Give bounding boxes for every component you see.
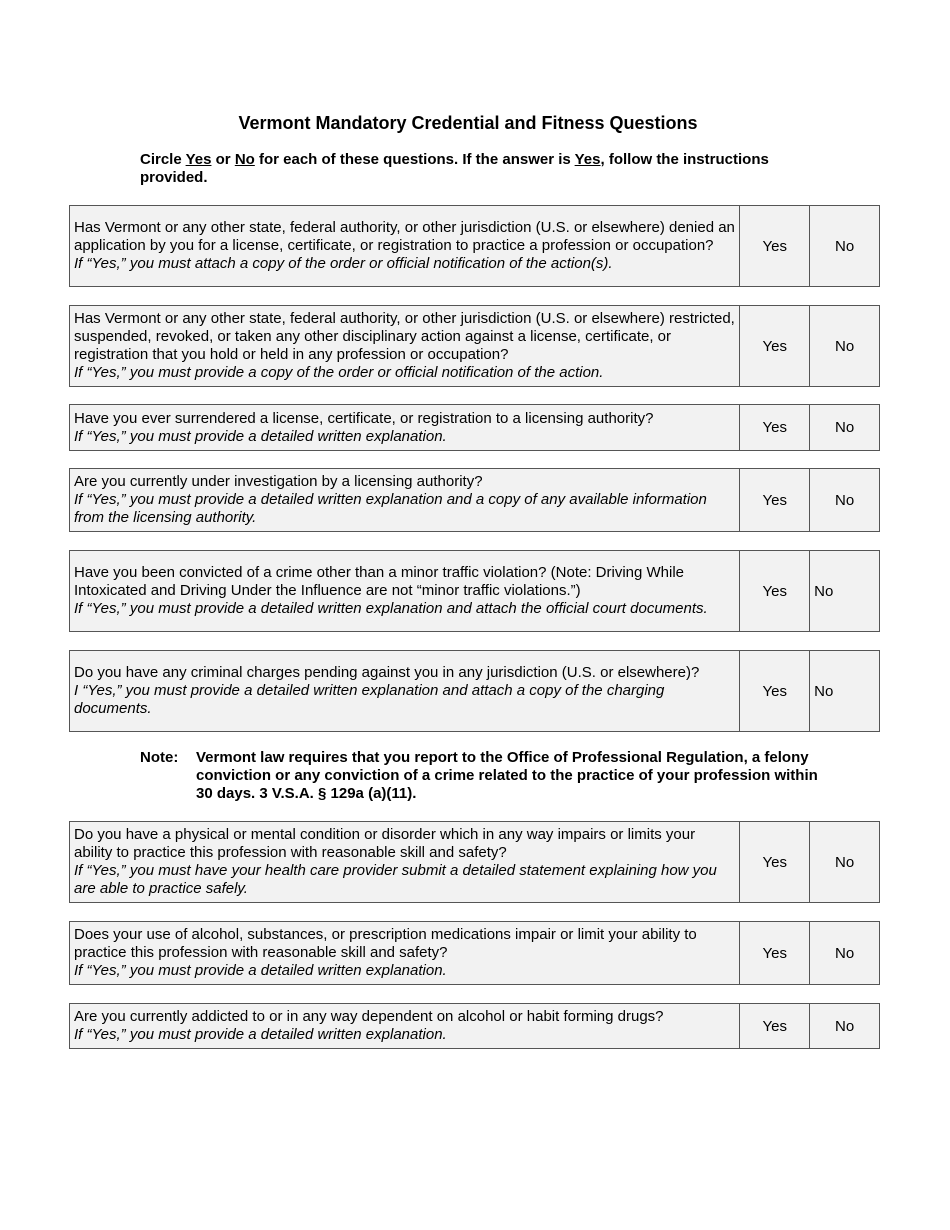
no-option[interactable]: No — [809, 469, 879, 531]
question-text-cell — [70, 469, 739, 531]
question-text-cell — [70, 551, 739, 631]
question-disciplinary-action — [69, 305, 880, 387]
question-text: Has Vermont or any other state, federal authority, or other jurisdiction (U.S. or elsewhere) restricted, suspended, revoked, or taken any other disciplinary action against a license, certificate, or registration that you hold or held in any profession or occupation? — [74, 310, 735, 363]
question-instruction: If “Yes,” you must provide a detailed written explanation and a copy of any available information from the licensing authority. — [74, 491, 707, 526]
note-label: Note: — [140, 749, 179, 766]
instructions-text: Circle — [140, 151, 186, 168]
instructions-no: No — [234, 151, 255, 168]
question-text: Has Vermont or any other state, federal authority, or other jurisdiction (U.S. or elsewhere) denied an application by you for a license, certificate, or registration to practice a profession or occupation? — [74, 219, 735, 254]
yes-option[interactable]: Yes — [739, 551, 809, 631]
question-text: Does your use of alcohol, substances, or prescription medications impair or limit your ability to practice this profession with reasonable skill and safety? — [74, 926, 697, 961]
no-option[interactable]: No — [809, 405, 879, 450]
no-option[interactable]: No — [809, 822, 879, 902]
question-instruction: If “Yes,” you must provide a detailed written explanation and attach the official court documents. — [74, 600, 708, 617]
instructions-text: or — [211, 151, 235, 168]
question-text-cell — [70, 922, 739, 984]
yes-option[interactable]: Yes — [739, 651, 809, 731]
no-option[interactable]: No — [809, 651, 879, 731]
no-option[interactable]: No — [809, 306, 879, 386]
question-instruction: If “Yes,” you must provide a detailed written explanation. — [74, 962, 447, 979]
question-instruction: If “Yes,” you must have your health care provider submit a detailed statement explaining how you are able to practice safely. — [74, 862, 717, 897]
question-pending-charges — [69, 650, 880, 732]
note-text: Vermont law requires that you report to the Office of Professional Regulation, a felony conviction or any conviction of a crime related to the practice of your profession within 30 days. 3 V.S.A. § 129a (a)(11). — [196, 749, 818, 802]
question-text-cell — [70, 651, 739, 731]
question-text-cell — [70, 1004, 739, 1048]
question-addiction — [69, 1003, 880, 1049]
instructions-text: follow the instructions provided. — [140, 151, 769, 186]
question-under-investigation — [69, 468, 880, 532]
instructions-yes: Yes, — [574, 151, 605, 168]
question-text: Have you ever surrendered a license, certificate, or registration to a licensing authority? — [74, 409, 654, 427]
question-crime-conviction — [69, 550, 880, 632]
yes-option[interactable]: Yes — [739, 469, 809, 531]
question-surrendered-license — [69, 404, 880, 451]
question-text: Do you have any criminal charges pending against you in any jurisdiction (U.S. or elsewhere)? — [74, 664, 700, 681]
question-instruction: If “Yes,” you must attach a copy of the order or official notification of the action(s). — [74, 255, 613, 272]
instructions — [140, 151, 820, 187]
question-instruction: I “Yes,” you must provide a detailed written explanation and attach a copy of the charging documents. — [74, 682, 665, 717]
question-text: Are you currently under investigation by a licensing authority? — [74, 473, 483, 490]
instructions-yes: Yes — [185, 151, 212, 168]
legal-note — [140, 749, 820, 803]
question-instruction: If “Yes,” you must provide a detailed written explanation. — [74, 427, 447, 445]
yes-option[interactable]: Yes — [739, 306, 809, 386]
instructions-text: for each of these questions. If the answer is — [254, 151, 575, 168]
question-physical-mental-condition — [69, 821, 880, 903]
question-text-cell — [70, 306, 739, 386]
question-text-cell — [70, 206, 739, 286]
no-option[interactable]: No — [809, 922, 879, 984]
question-text: Are you currently addicted to or in any way dependent on alcohol or habit forming drugs? — [74, 1008, 664, 1025]
yes-option[interactable]: Yes — [739, 822, 809, 902]
question-text-cell — [70, 822, 739, 902]
question-text: Do you have a physical or mental condition or disorder which in any way impairs or limits your ability to practice this profession with reasonable skill and safety? — [74, 826, 696, 861]
yes-option[interactable]: Yes — [739, 1004, 809, 1048]
no-option[interactable]: No — [809, 206, 879, 286]
question-text: Have you been convicted of a crime other than a minor traffic violation? (Note: Driving While Intoxicated and Driving Under the Influence are not “minor traffic violations.”) — [74, 564, 685, 599]
question-substance-use — [69, 921, 880, 985]
no-option[interactable]: No — [809, 1004, 879, 1048]
page-title: Vermont Mandatory Credential and Fitness Questions — [238, 113, 698, 133]
question-denied-application — [69, 205, 880, 287]
no-option[interactable]: No — [809, 551, 879, 631]
question-instruction: If “Yes,” you must provide a copy of the order or official notification of the action. — [74, 364, 604, 381]
yes-option[interactable]: Yes — [739, 206, 809, 286]
yes-option[interactable]: Yes — [739, 405, 809, 450]
question-instruction: If “Yes,” you must provide a detailed written explanation. — [74, 1026, 447, 1043]
question-text-cell — [70, 405, 739, 450]
yes-option[interactable]: Yes — [739, 922, 809, 984]
